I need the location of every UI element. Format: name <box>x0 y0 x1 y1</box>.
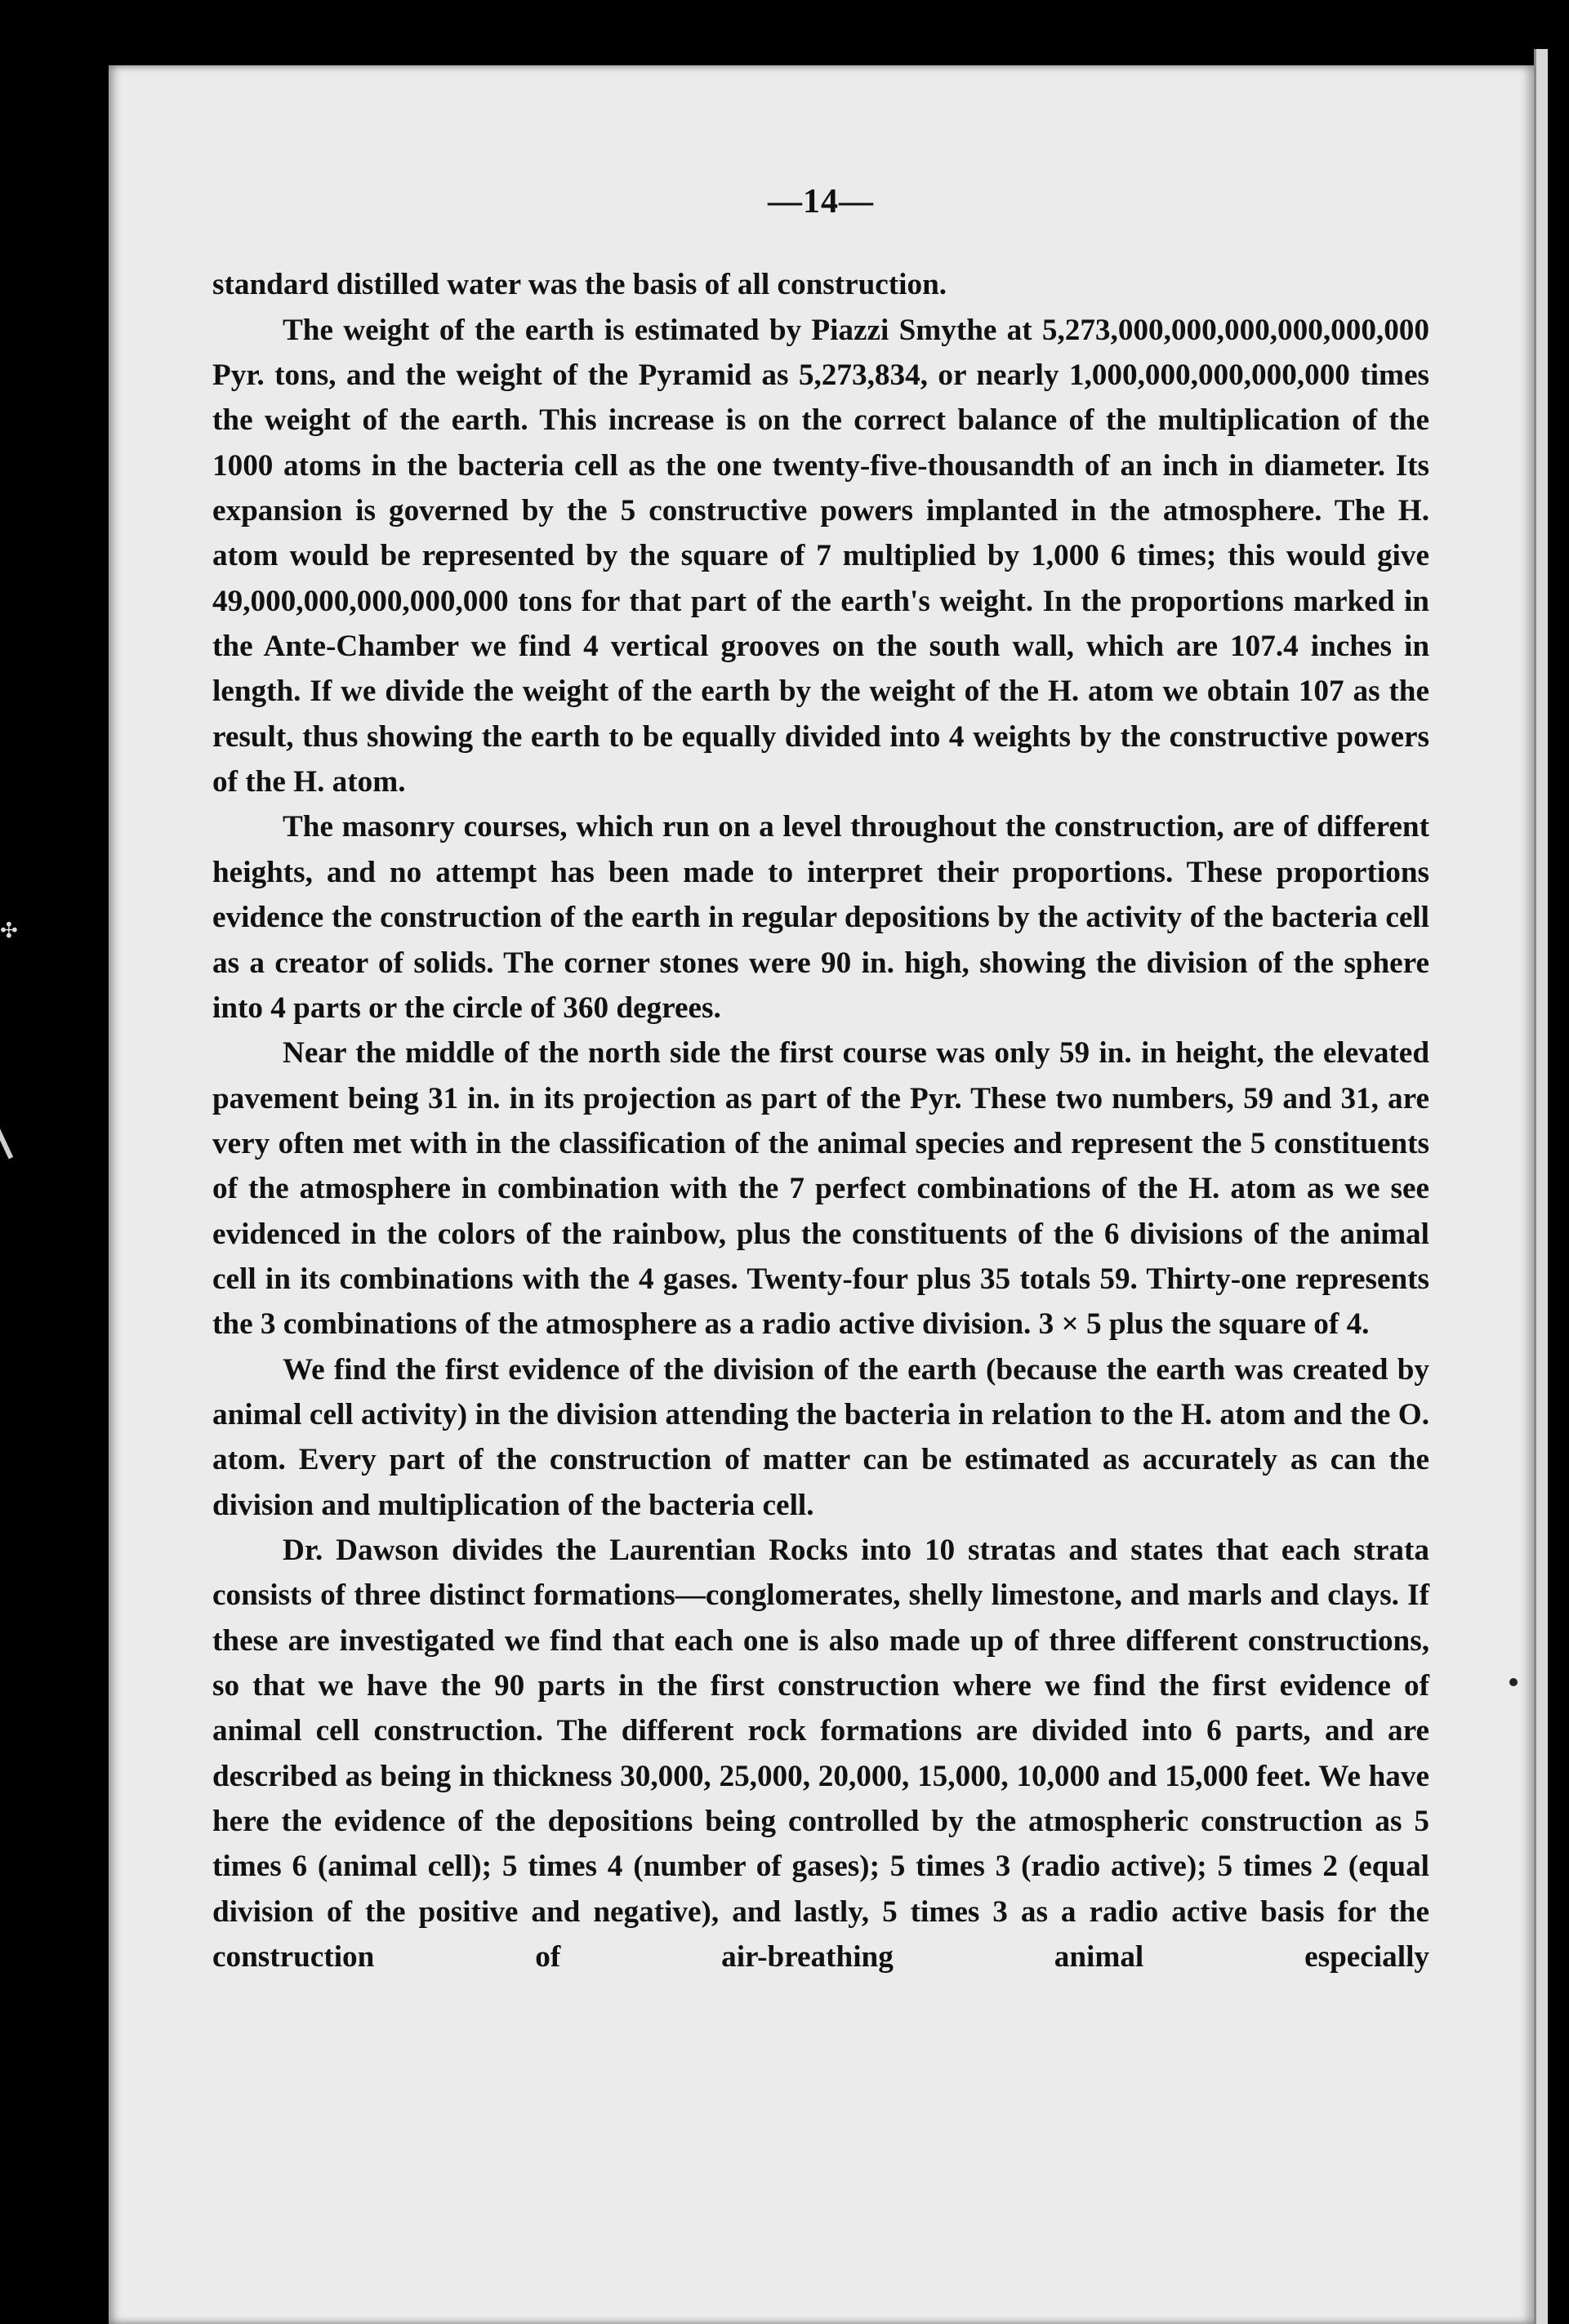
scan-artifact: ✣ <box>0 919 18 943</box>
page-edge <box>1534 49 1548 2324</box>
paragraph-2: The weight of the earth is estimated by Piazzi Smythe at 5,273,000,000,000,000,000,000 Pyr. tons, and the weight of the Pyramid as 5,273,834, or nearly 1,000,000,000,000,000 times the weight of the earth. This increase is on the correct balance of the multiplication of the 1000 atoms in the bacteria cell as the one twenty-five-thousandth of an inch in diameter. Its expansion is governed by the 5 constructive powers implanted in the atmosphere. The H. atom would be represented by the square of 7 multiplied by 1,000 6 times; this would give 49,000,000,000,000,000 tons for that part of the earth's weight. In the proportions marked in the Ante-Chamber we find 4 vertical grooves on the south wall, which are 107.4 inches in length. If we divide the weight of the earth by the weight of the H. atom we obtain 107 as the result, thus showing the earth to be equally divided into 4 weights by the constructive powers of the H. atom. <box>212 313 1429 799</box>
page-number: —14— <box>768 183 874 220</box>
page-text <box>212 180 1429 1979</box>
paragraph-4: Near the middle of the north side the first course was only 59 in. in height, the elevated pavement being 31 in. in its projection as part of the Pyr. These two numbers, 59 and 31, are very often met with in the classification of the animal species and represent the 5 constituents of the atmosphere in combination with the 7 perfect combinations of the H. atom as we see evidenced in the colors of the rainbow, plus the constituents of the 6 divisions of the animal cell in its combinations with the 4 gases. Twenty-four plus 35 totals 59. Thirty-one represents the 3 combinations of the atmosphere as a radio active division. 3 × 5 plus the square of 4. <box>212 1036 1429 1342</box>
paragraph-5: We find the first evidence of the division of the earth (because the earth was created by animal cell activity) in the division attending the bacteria in relation to the H. atom and the O. atom. Every part of the construction of matter can be estimated as accurately as can the division and multiplication of the bacteria cell. <box>212 1352 1429 1522</box>
paragraph-1: standard distilled water was the basis of all construction. <box>212 268 947 302</box>
margin-dot <box>1509 1678 1518 1686</box>
paragraph-3: The masonry courses, which run on a level throughout the construction, are of different heights, and no attempt has been made to interpret their proportions. These proportions evidence the construction of the earth in regular depositions by the activity of the bacteria cell as a creator of solids. The corner stones were 90 in. high, showing the division of the sphere into 4 parts or the circle of 360 degrees. <box>212 810 1429 1025</box>
scan-mark <box>0 1128 13 1160</box>
paragraph-6: Dr. Dawson divides the Laurentian Rocks into 10 stratas and states that each strata consists of three distinct formations—conglomerates, shelly limestone, and marls and clays. If these are investigated we find that each one is also made up of three different constructions, so that we have the 90 parts in the first construction where we find the first evidence of animal cell construction. The different rock formations are divided into 6 parts, and are described as being in thickness 30,000, 25,000, 20,000, 15,000, 10,000 and 15,000 feet. We have here the evidence of the depositions being controlled by the atmospheric construction as 5 times 6 (animal cell); 5 times 4 (number of gases); 5 times 3 (radio active); 5 times 2 (equal division of the positive and negative), and lastly, 5 times 3 as a radio active basis for the construction of air-breathing animal especially <box>212 1533 1429 1975</box>
